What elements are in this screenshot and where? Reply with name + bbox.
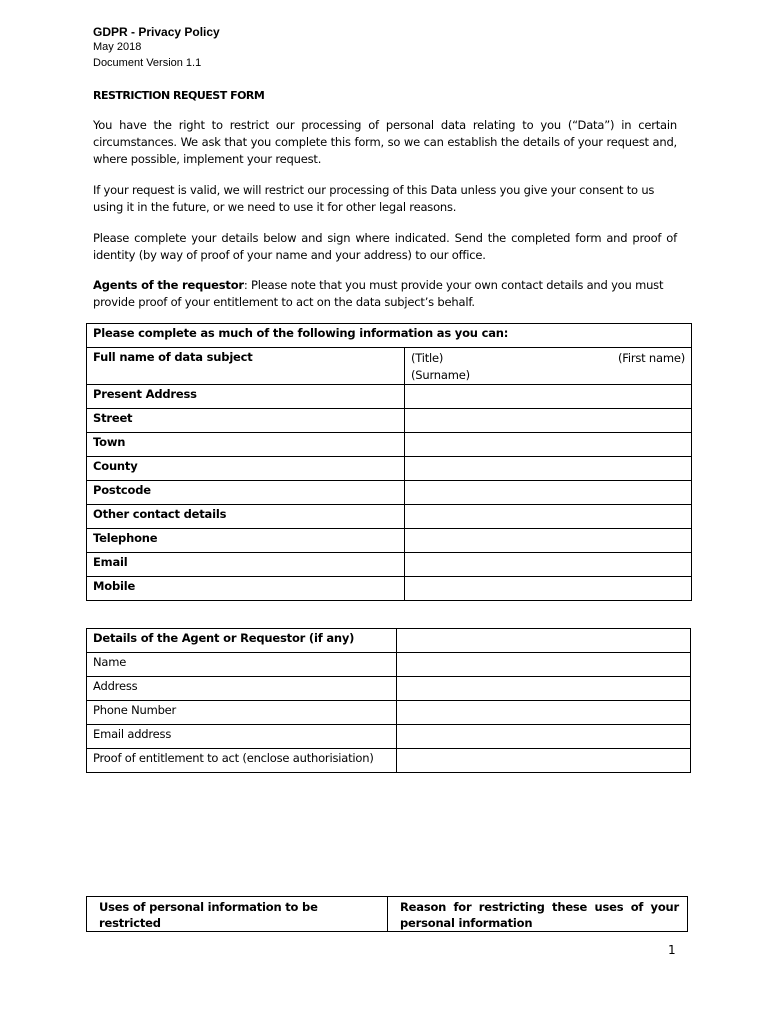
uses-heading: Uses of personal information to be restricted	[87, 897, 388, 932]
agents-text: : Please note that you must provide your own contact details and you must provide proof of your entitlement to act on the data subject’s behalf.	[93, 278, 664, 309]
agent-address-field[interactable]	[397, 677, 691, 701]
title-hint: (Title)	[411, 351, 444, 365]
table-row	[87, 385, 692, 409]
table-row	[87, 653, 691, 677]
town-label: Town	[87, 433, 405, 457]
postcode-field[interactable]	[405, 481, 692, 505]
street-label: Street	[87, 409, 405, 433]
table-row	[87, 725, 691, 749]
street-field[interactable]	[405, 409, 692, 433]
table-row	[87, 457, 692, 481]
table-row	[87, 749, 691, 773]
document-header-title: GDPR - Privacy Policy	[93, 25, 220, 39]
table-row	[87, 481, 692, 505]
document-date: May 2018	[93, 41, 142, 53]
agent-address-label: Address	[87, 677, 397, 701]
email-field[interactable]	[405, 553, 692, 577]
mobile-field[interactable]	[405, 577, 692, 601]
agent-email-label: Email address	[87, 725, 397, 749]
table-row	[87, 529, 692, 553]
uses-table	[86, 896, 688, 932]
full-name-label: Full name of data subject	[87, 348, 405, 385]
other-contact-field[interactable]	[405, 505, 692, 529]
form-title: RESTRICTION REQUEST FORM	[93, 89, 265, 102]
present-address-label: Present Address	[87, 385, 405, 409]
agent-table-heading: Details of the Agent or Requestor (if any)	[87, 629, 397, 653]
agent-name-label: Name	[87, 653, 397, 677]
agent-proof-label: Proof of entitlement to act (enclose authorisiation)	[87, 749, 397, 773]
table-row	[87, 701, 691, 725]
data-subject-table	[86, 323, 692, 601]
table-row	[87, 505, 692, 529]
table-row	[87, 577, 692, 601]
surname-hint: (Surname)	[411, 368, 470, 382]
agent-table	[86, 628, 691, 773]
table-row	[87, 324, 692, 348]
telephone-field[interactable]	[405, 529, 692, 553]
table-row	[87, 409, 692, 433]
agent-phone-field[interactable]	[397, 701, 691, 725]
other-contact-label: Other contact details	[87, 505, 405, 529]
present-address-field[interactable]	[405, 385, 692, 409]
table-row	[87, 348, 692, 385]
town-field[interactable]	[405, 433, 692, 457]
document-version: Document Version 1.1	[93, 57, 202, 69]
first-name-hint: (First name)	[617, 351, 685, 365]
agents-paragraph	[93, 277, 677, 311]
agent-proof-field[interactable]	[397, 749, 691, 773]
county-field[interactable]	[405, 457, 692, 481]
instructions-paragraph: Please complete your details below and sign where indicated. Send the completed form and proof of identity (by way of proof of your name and your address) to our office.	[93, 231, 677, 262]
table-row	[87, 677, 691, 701]
intro-paragraph: You have the right to restrict our processing of personal data relating to you (“Data”) in certain circumstances. We ask that you complete this form, so we can establish the details of your request and, where possible, implement your request.	[93, 118, 677, 166]
full-name-field[interactable]	[405, 348, 692, 385]
page-number: 1	[668, 943, 676, 957]
email-label: Email	[87, 553, 405, 577]
reason-heading: Reason for restricting these uses of your personal information	[388, 897, 688, 932]
table-row	[87, 433, 692, 457]
table-row	[87, 897, 688, 932]
mobile-label: Mobile	[87, 577, 405, 601]
agents-label: Agents of the requestor	[93, 278, 244, 292]
validity-paragraph: If your request is valid, we will restrict our processing of this Data unless you give your consent to us using it in the future, or we need to use it for other legal reasons.	[93, 183, 655, 214]
table-row	[87, 629, 691, 653]
postcode-label: Postcode	[87, 481, 405, 505]
agent-phone-label: Phone Number	[87, 701, 397, 725]
telephone-label: Telephone	[87, 529, 405, 553]
agent-name-field[interactable]	[397, 653, 691, 677]
agent-heading-field[interactable]	[397, 629, 691, 653]
county-label: County	[87, 457, 405, 481]
agent-email-field[interactable]	[397, 725, 691, 749]
table-row	[87, 553, 692, 577]
subject-table-heading: Please complete as much of the following information as you can:	[87, 324, 692, 348]
